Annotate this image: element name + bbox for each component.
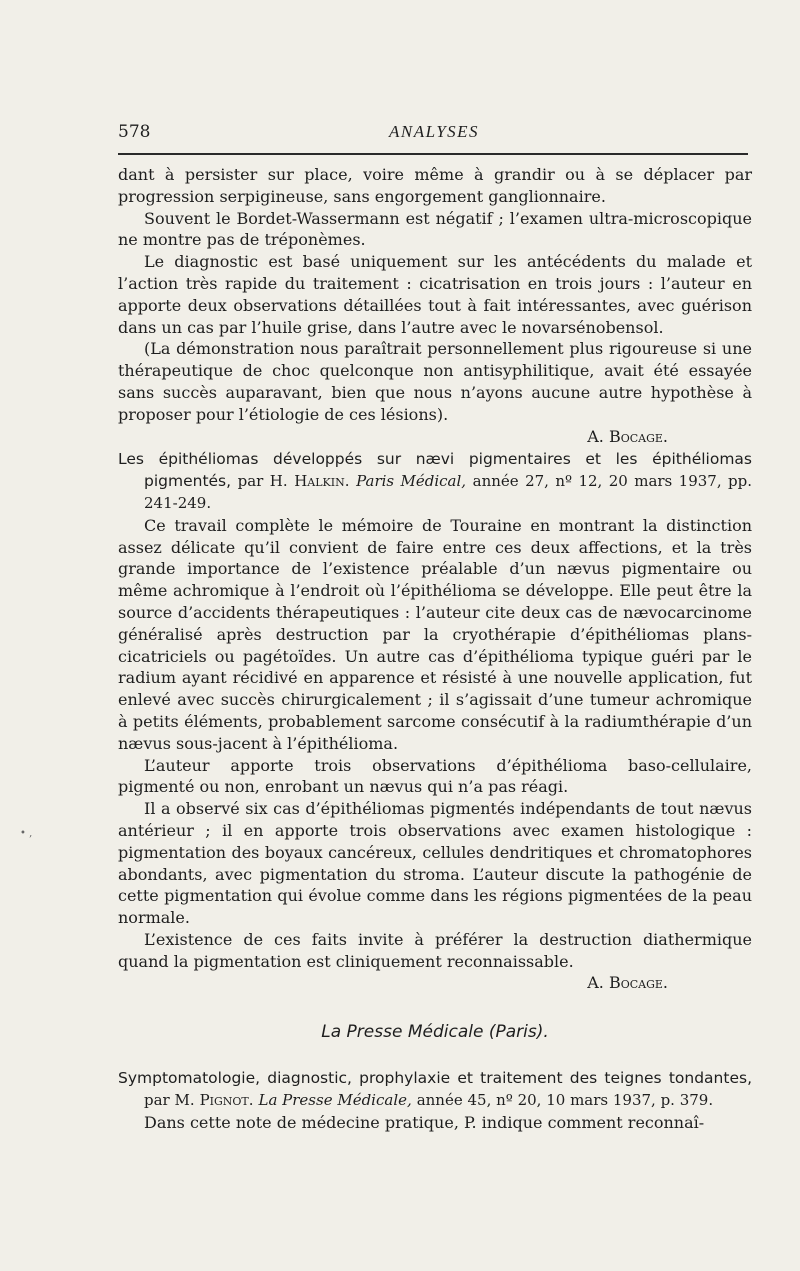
article-author: Halkin. <box>294 472 350 491</box>
article-heading <box>118 449 752 514</box>
article-reference: année 27, nº 12, 20 mars 1937, pp. 241-249. <box>144 472 752 512</box>
signature: A. Bocage. <box>587 426 668 446</box>
paragraph: Ce travail complète le mémoire de Touraine en montrant la distinction assez délicate qu’il convient de faire entre ces deux affections, et la très grande importance de l’existence préalable d’un nævus pigmentaire ou même achromique à l’endroit où l’épithélioma se développe. Elle peut être la source d’accidents thérapeutiques : l’auteur cite deux cas de nævocarcinome généralisé après destruction par la cryothérapie d’épithéliomas plans-cicatriciels ou pagétoïdes. Un autre cas d’épithélioma typique guéri par le radium ayant récidivé en apparence et résisté à une nouvelle application, fut enlevé avec succès chirurgicalement ; il s’agissait d’une tumeur achromique à petits éléments, probablement sarcome consécutif à la radiumthérapie d’un nævus sous-jacent à l’épithélioma. <box>118 515 752 753</box>
article-journal: Paris Médical, <box>356 472 467 491</box>
article-by: par H. <box>237 472 288 491</box>
paragraph: Souvent le Bordet-Wassermann est négatif ; l’examen ultra-microscopique ne montre pas de tréponèmes. <box>118 208 752 250</box>
paragraph: L’existence de ces faits invite à préférer la destruction diathermique quand la pigmentation est cliniquement reconnaissable. <box>118 929 752 971</box>
running-title: ANALYSES <box>388 122 480 141</box>
paragraph: (La démonstration nous paraîtrait personnellement plus rigoureuse si une thérapeutique de choc quelconque non antisyphilitique, avait été essayée sans succès auparavant, bien que nous n’ayons aucune autre hypothèse à proposer pour l’étiologie de ces lésions). <box>118 339 752 424</box>
paragraph: Le diagnostic est basé uniquement sur les antécédents du malade et l’action très rapide du traitement : cicatrisation en trois jours : l’auteur en apporte deux observations détaillées tout à fait intéressantes, avec guérison dans un cas par l’huile grise, dans l’autre avec le novarsénobensol. <box>118 252 752 337</box>
article-reference: année 45, nº 20, 10 mars 1937, p. 379. <box>416 1090 714 1109</box>
page-number: 578 <box>118 122 151 142</box>
article-author: Pignot. <box>199 1090 254 1109</box>
signature: A. Bocage. <box>587 973 668 993</box>
paragraph-continuation: dant à persister sur place, voire même à grandir ou à se déplacer par progression serpigineuse, sans engorgement ganglionnaire. <box>118 165 752 206</box>
article-by: par M. <box>144 1090 195 1109</box>
article-title: Symptomatologie, diagnostic, prophylaxie et traitement des teignes tondantes, <box>118 1069 752 1088</box>
page-body <box>118 164 752 1133</box>
article-journal: La Presse Médicale, <box>258 1090 412 1109</box>
article-title: Les épithéliomas développés sur nævi pigmentaires et les épithéliomas pigmentés, <box>118 450 752 491</box>
header-rule <box>118 153 748 155</box>
paragraph: Il a observé six cas d’épithéliomas pigmentés indépendants de tout nævus antérieur ; il en apporte trois observations avec examen histologique : pigmentation des boyaux cancéreux, cellules dendritiques et chromatophores abondants, avec pigmentation du stroma. L’auteur discute la pathogénie de cette pigmentation qui évolue comme dans les régions pigmentées de la peau normale. <box>118 799 752 928</box>
page-header <box>118 118 750 148</box>
section-title: La Presse Médicale (Paris). <box>321 1022 549 1043</box>
article-heading <box>118 1068 752 1112</box>
paragraph: Dans cette note de médecine pratique, P. indique comment reconnaî- <box>144 1112 705 1132</box>
margin-mark: • , <box>20 828 33 839</box>
paragraph: L’auteur apporte trois observations d’épithélioma baso-cellulaire, pigmenté ou non, enrobant un nævus qui n’a pas réagi. <box>118 755 752 797</box>
